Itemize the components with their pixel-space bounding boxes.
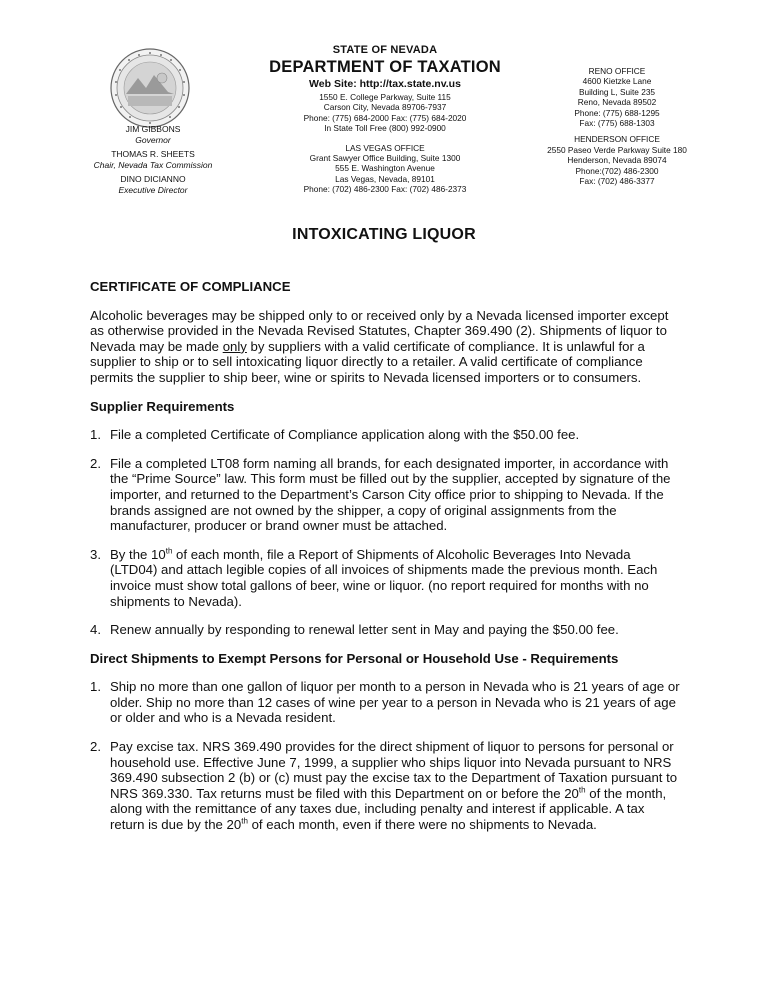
las-vegas-address-2: 555 E. Washington Avenue <box>335 163 435 174</box>
list-item <box>90 456 680 534</box>
list-item <box>90 679 680 726</box>
list-text <box>110 547 680 609</box>
list-item <box>90 739 680 833</box>
website: Web Site: http://tax.state.nv.us <box>309 78 461 90</box>
reno-address-2: Building L, Suite 235 <box>578 86 656 97</box>
intro-emphasis: only <box>222 338 247 354</box>
carson-phone: Phone: (775) 684-2000 Fax: (775) 684-2020 <box>303 112 467 123</box>
henderson-address-2: Henderson, Nevada 89074 <box>567 155 667 166</box>
reno-address-1: 4600 Kietzke Lane <box>582 76 652 87</box>
henderson-address-1: 2550 Paseo Verde Parkway Suite 180 <box>547 144 687 155</box>
official-role: Executive Director <box>118 184 188 195</box>
henderson-title: HENDERSON OFFICE <box>574 134 660 145</box>
official-name: JIM GIBBONS <box>125 124 181 134</box>
direct-heading: Direct Shipments to Exempt Persons for Personal or Household Use - Requirements <box>90 650 619 666</box>
list-text-part: of the month, along with the remittance of any taxes due, including penalty and interest if applicable. A tax return is due by the 20 <box>110 785 667 833</box>
list-text-part: Pay excise tax. NRS 369.490 provides for the direct shipment of liquor to persons for personal or household use. Effective June 7, 1999, a supplier who ships liquor into Nevada pursuant to NRS 369.490 subsection 2 (b) or (c) must pay the excise tax to the Department of Taxation pursuant to NRS 369.330. Tax returns must be filed with this Department on or before the 20 <box>110 739 678 801</box>
list-text: Ship no more than one gallon of liquor per month to a person in Nevada who is 21 years of age or older. Ship no more than 12 cases of wine per year to a person in Nevada who is 21 years of age or older and who is a Nevada resident. <box>110 679 680 726</box>
list-number: 2. <box>90 455 101 471</box>
ordinal-suffix: th <box>578 785 586 795</box>
official-role: Governor <box>135 134 171 145</box>
letterhead-center <box>250 43 520 195</box>
supplier-heading: Supplier Requirements <box>90 398 235 414</box>
list-item <box>90 622 680 638</box>
ordinal-suffix: th <box>165 546 173 556</box>
reno-title: RENO OFFICE <box>588 66 646 76</box>
list-item <box>90 427 680 443</box>
list-number: 3. <box>90 546 101 562</box>
letterhead-right <box>532 66 702 186</box>
list-item <box>90 547 680 609</box>
intro-paragraph <box>90 308 680 386</box>
intro-text: Alcoholic beverages may be shipped only to or received only by a Nevada licensed importer except as otherwise provided in the Nevada Revised Statutes, Chapter 369.490 (2). Shipments of liquor to Nevada may be made <box>90 307 669 354</box>
las-vegas-phone: Phone: (702) 486-2300 Fax: (702) 486-2373 <box>303 184 467 195</box>
official-name: THOMAS R. SHEETS <box>111 149 195 159</box>
state-name: STATE OF NEVADA <box>332 44 438 56</box>
carson-address-2: Carson City, Nevada 89706-7937 <box>323 102 447 113</box>
document-body <box>90 279 680 846</box>
reno-phone: Phone: (775) 688-1295 <box>574 107 660 118</box>
carson-toll-free: In State Toll Free (800) 992-0900 <box>324 123 446 134</box>
reno-fax: Fax: (775) 688-1303 <box>579 118 655 129</box>
list-number: 1. <box>90 679 101 695</box>
las-vegas-address-3: Las Vegas, Nevada, 89101 <box>335 173 435 184</box>
reno-address-3: Reno, Nevada 89502 <box>577 97 657 108</box>
department-name: DEPARTMENT OF TAXATION <box>269 58 501 76</box>
list-text-part: of each month, even if there were no shipments to Nevada. <box>247 817 597 833</box>
nevada-state-seal-icon <box>110 48 190 128</box>
henderson-phone: Phone:(702) 486-2300 <box>575 165 659 176</box>
list-number: 4. <box>90 622 101 638</box>
las-vegas-title: LAS VEGAS OFFICE <box>345 142 425 153</box>
list-text <box>110 739 680 833</box>
list-number: 2. <box>90 739 101 755</box>
official-name: DINO DICIANNO <box>120 174 186 184</box>
list-text-part: of each month, file a Report of Shipments of Alcoholic Beverages Into Nevada (LTD04) and attach legible copies of all invoices of shipments made the previous month. Each invoice must show total gallons of beer, wine or liquor. (no report required for months with no shipments to Nevada). <box>110 546 658 609</box>
list-text-part: By the 10 <box>110 546 166 562</box>
las-vegas-address-1: Grant Sawyer Office Building, Suite 1300 <box>309 153 461 164</box>
henderson-fax: Fax: (702) 486-3377 <box>579 176 655 187</box>
carson-address-1: 1550 E. College Parkway, Suite 115 <box>319 92 451 102</box>
intro-text: by suppliers with a valid certificate of compliance. It is unlawful for a supplier to ship or to sell intoxicating liquor directly to a retailer. A valid certificate of compliance permits the supplier to ship beer, wine or spirits to Nevada licensed importers or to consumers. <box>90 338 645 385</box>
officials-block <box>88 124 218 195</box>
official-role: Chair, Nevada Tax Commission <box>93 159 213 170</box>
list-text: File a completed Certificate of Compliance application along with the $50.00 fee. <box>110 427 580 443</box>
document-title: INTOXICATING LIQUOR <box>292 226 476 243</box>
ordinal-suffix: th <box>241 816 248 826</box>
certificate-heading: CERTIFICATE OF COMPLIANCE <box>90 279 291 294</box>
list-text: Renew annually by responding to renewal letter sent in May and paying the $50.00 fee. <box>110 622 619 638</box>
list-number: 1. <box>90 427 101 443</box>
list-text: File a completed LT08 form naming all brands, for each designated importer, in accordance with the “Prime Source” law. This form must be filled out by the supplier, accepted by signature of the importer, and returned to the Department’s Carson City office prior to shipping to Nevada. If the brands assigned are not owned by the shipper, a copy of original assignments from the manufacturer, producer or brand owner must be attached. <box>110 455 671 534</box>
